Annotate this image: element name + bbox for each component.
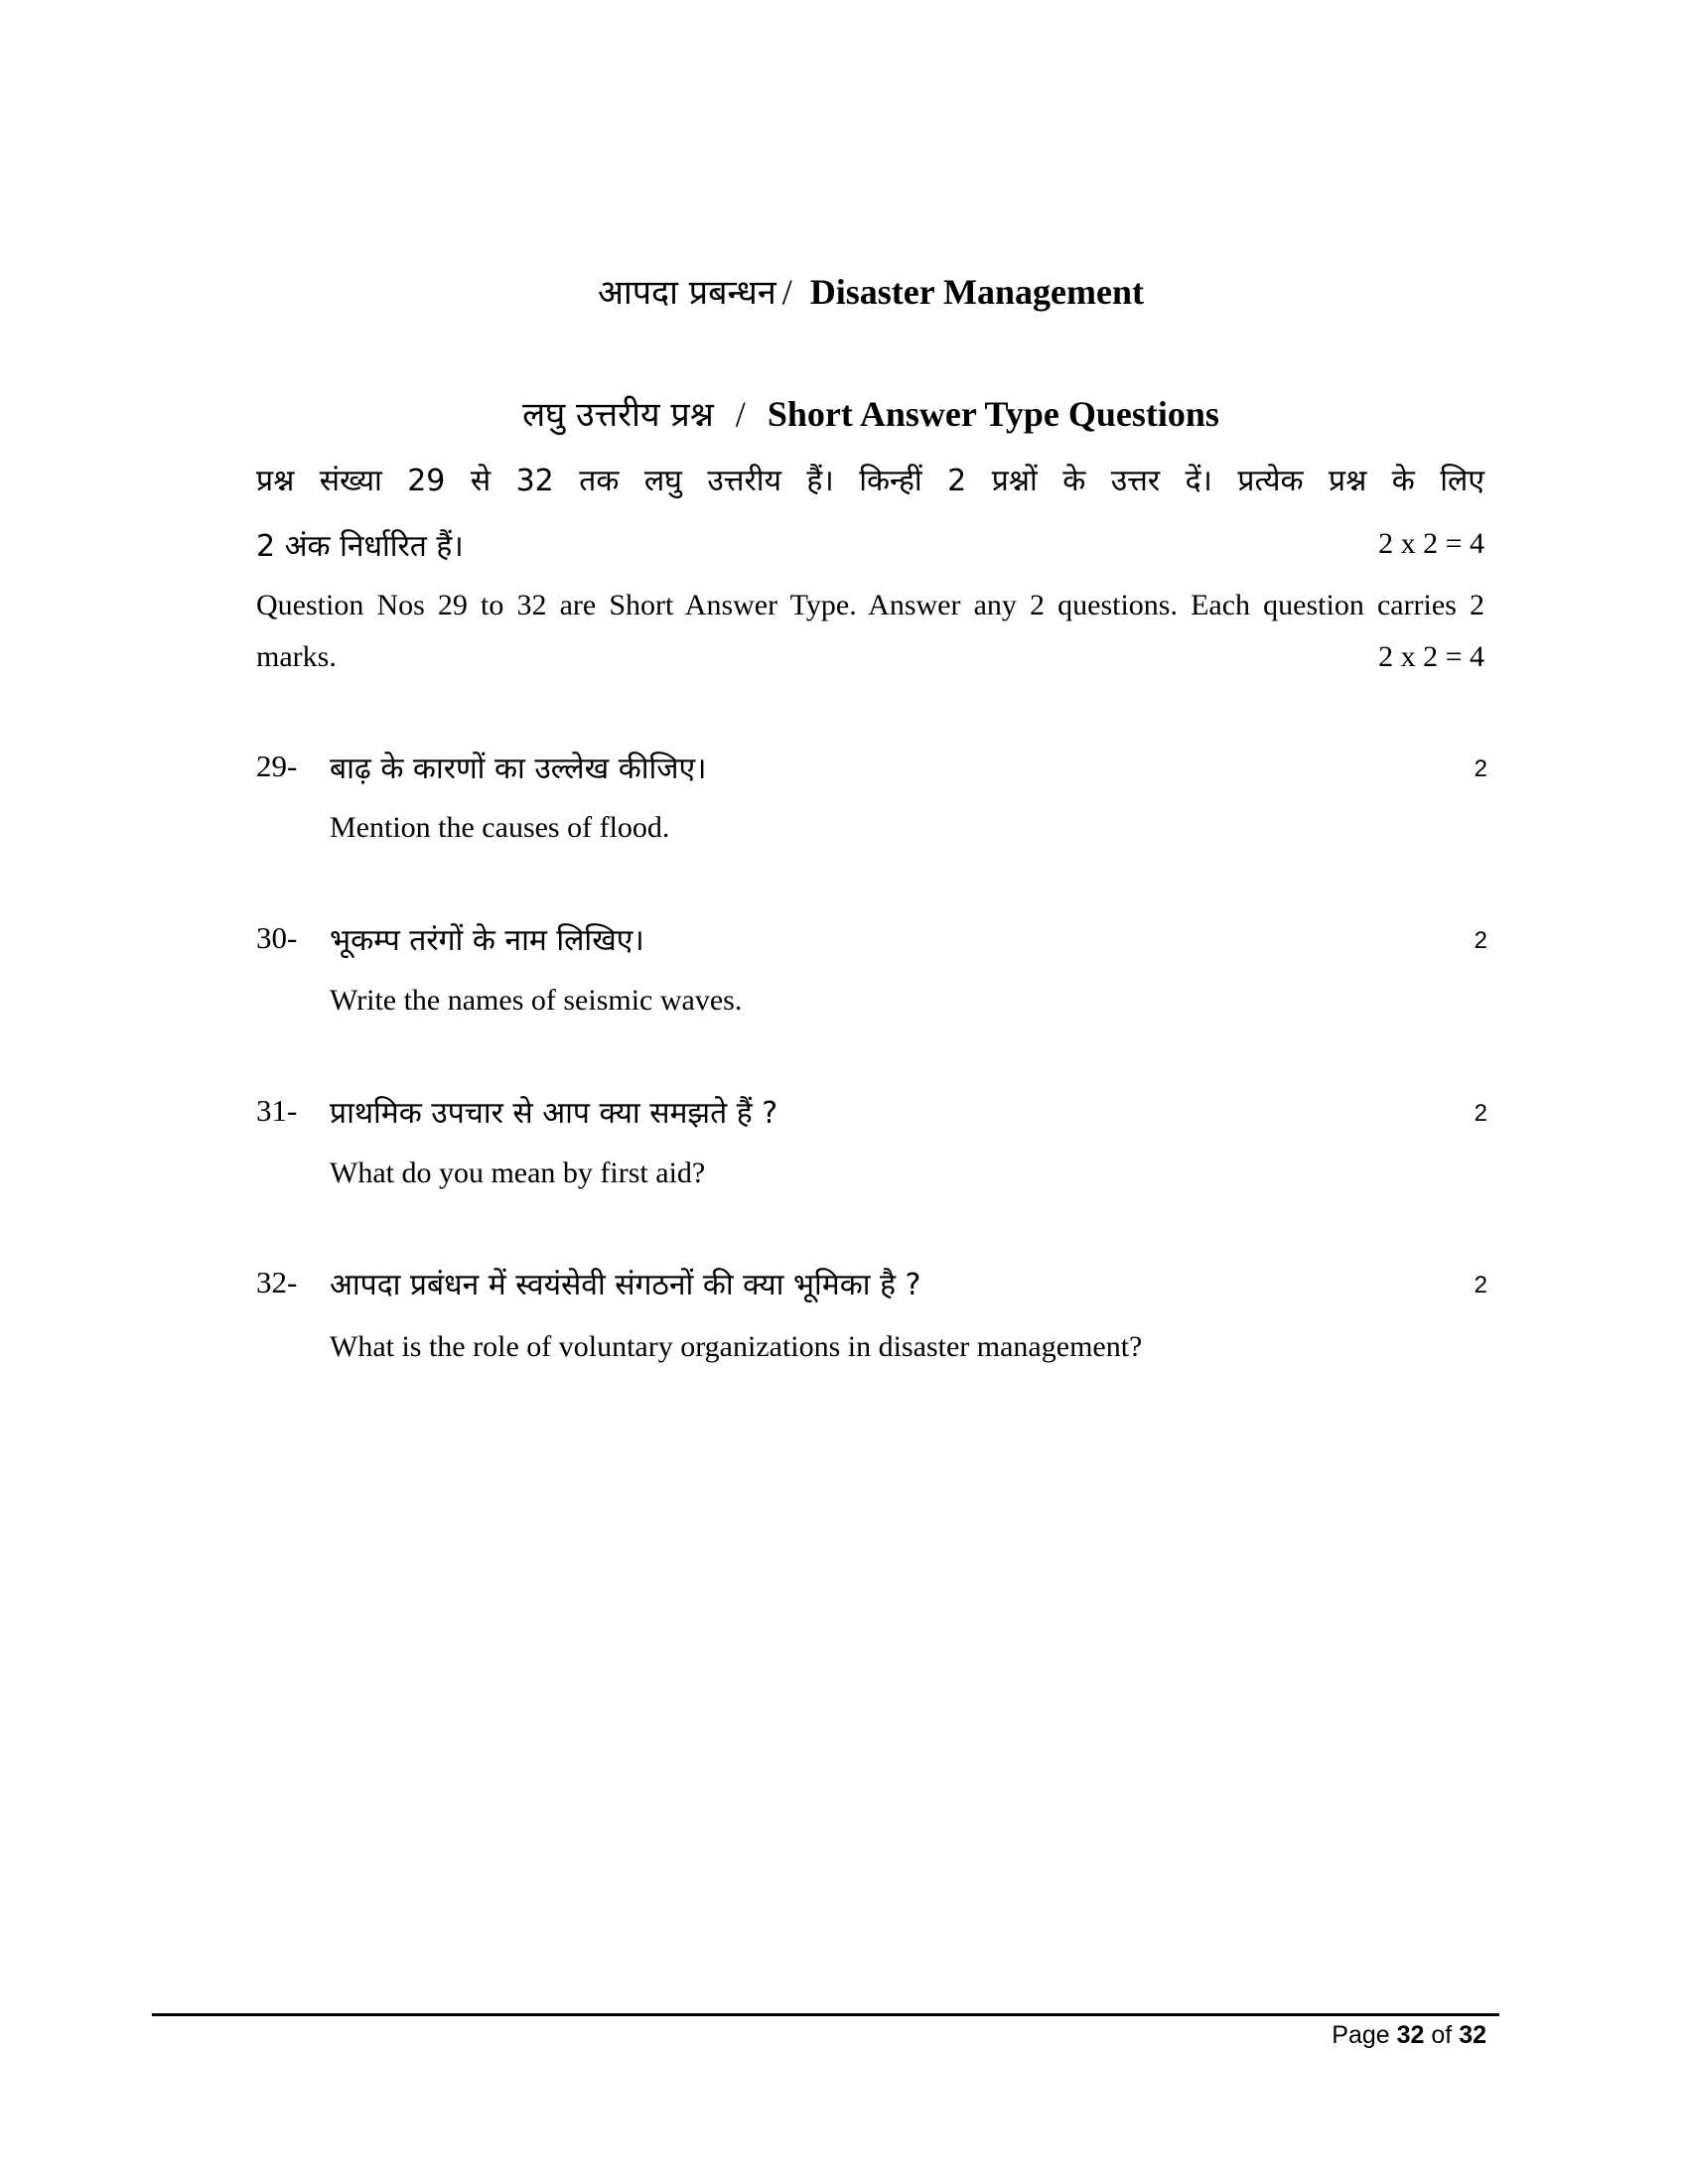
title-separator: / <box>781 272 792 312</box>
question-hindi: भूकम्प तरंगों के नाम लिखिए। <box>330 923 644 958</box>
page-number <box>1332 2021 1486 2050</box>
question-number: 31- <box>256 1093 298 1128</box>
title-english: Disaster Management <box>809 272 1144 312</box>
total-pages: 32 <box>1459 2021 1486 2049</box>
question-english: Mention the causes of flood. <box>330 811 670 844</box>
question-number: 29- <box>256 749 298 783</box>
section-heading <box>0 390 1688 436</box>
instructions-hindi-line2: 2 अंक निर्धारित हैं। <box>256 529 464 564</box>
section-heading-hindi: लघु उत्तरीय प्रश्न <box>522 395 714 435</box>
page-label: Page <box>1332 2021 1390 2049</box>
question-hindi: आपदा प्रबंधन में स्वयंसेवी संगठनों की क्या भूमिका है ? <box>330 1268 921 1302</box>
question-number: 32- <box>256 1265 298 1299</box>
footer-rule <box>152 2013 1499 2016</box>
question-marks: 2 <box>1474 755 1487 782</box>
page-title <box>0 268 1688 314</box>
question-english: Write the names of seismic waves. <box>330 984 743 1017</box>
current-page: 32 <box>1396 2021 1425 2049</box>
title-hindi: आपदा प्रबन्धन <box>598 273 776 313</box>
question-english: What is the role of voluntary organizations in disaster management? <box>330 1330 1143 1363</box>
question-marks: 2 <box>1474 1272 1487 1298</box>
instructions-english-line2: marks. <box>256 640 337 673</box>
of-label: of <box>1431 2021 1453 2049</box>
question-hindi: बाढ़ के कारणों का उल्लेख कीजिए। <box>330 751 707 786</box>
question-hindi: प्राथमिक उपचार से आप क्या समझते हैं ? <box>330 1096 778 1131</box>
section-heading-english: Short Answer Type Questions <box>767 394 1219 434</box>
instructions-hindi-marks: 2 x 2 = 4 <box>1378 527 1484 560</box>
instructions-hindi-line1: प्रश्न संख्या 29 से 32 तक लघु उत्तरीय हैं। किन्हीं 2 प्रश्नों के उत्तर दें। प्रत्येक प्रश्न के लिए <box>256 464 1484 498</box>
question-english: What do you mean by first aid? <box>330 1157 706 1189</box>
instructions-english-line1: Question Nos 29 to 32 are Short Answer Type. Answer any 2 questions. Each question carries 2 <box>256 589 1484 621</box>
section-heading-separator: / <box>735 394 746 434</box>
question-marks: 2 <box>1474 1100 1487 1127</box>
instructions-english-marks: 2 x 2 = 4 <box>1378 640 1484 673</box>
question-number: 30- <box>256 920 298 955</box>
question-marks: 2 <box>1474 927 1487 954</box>
